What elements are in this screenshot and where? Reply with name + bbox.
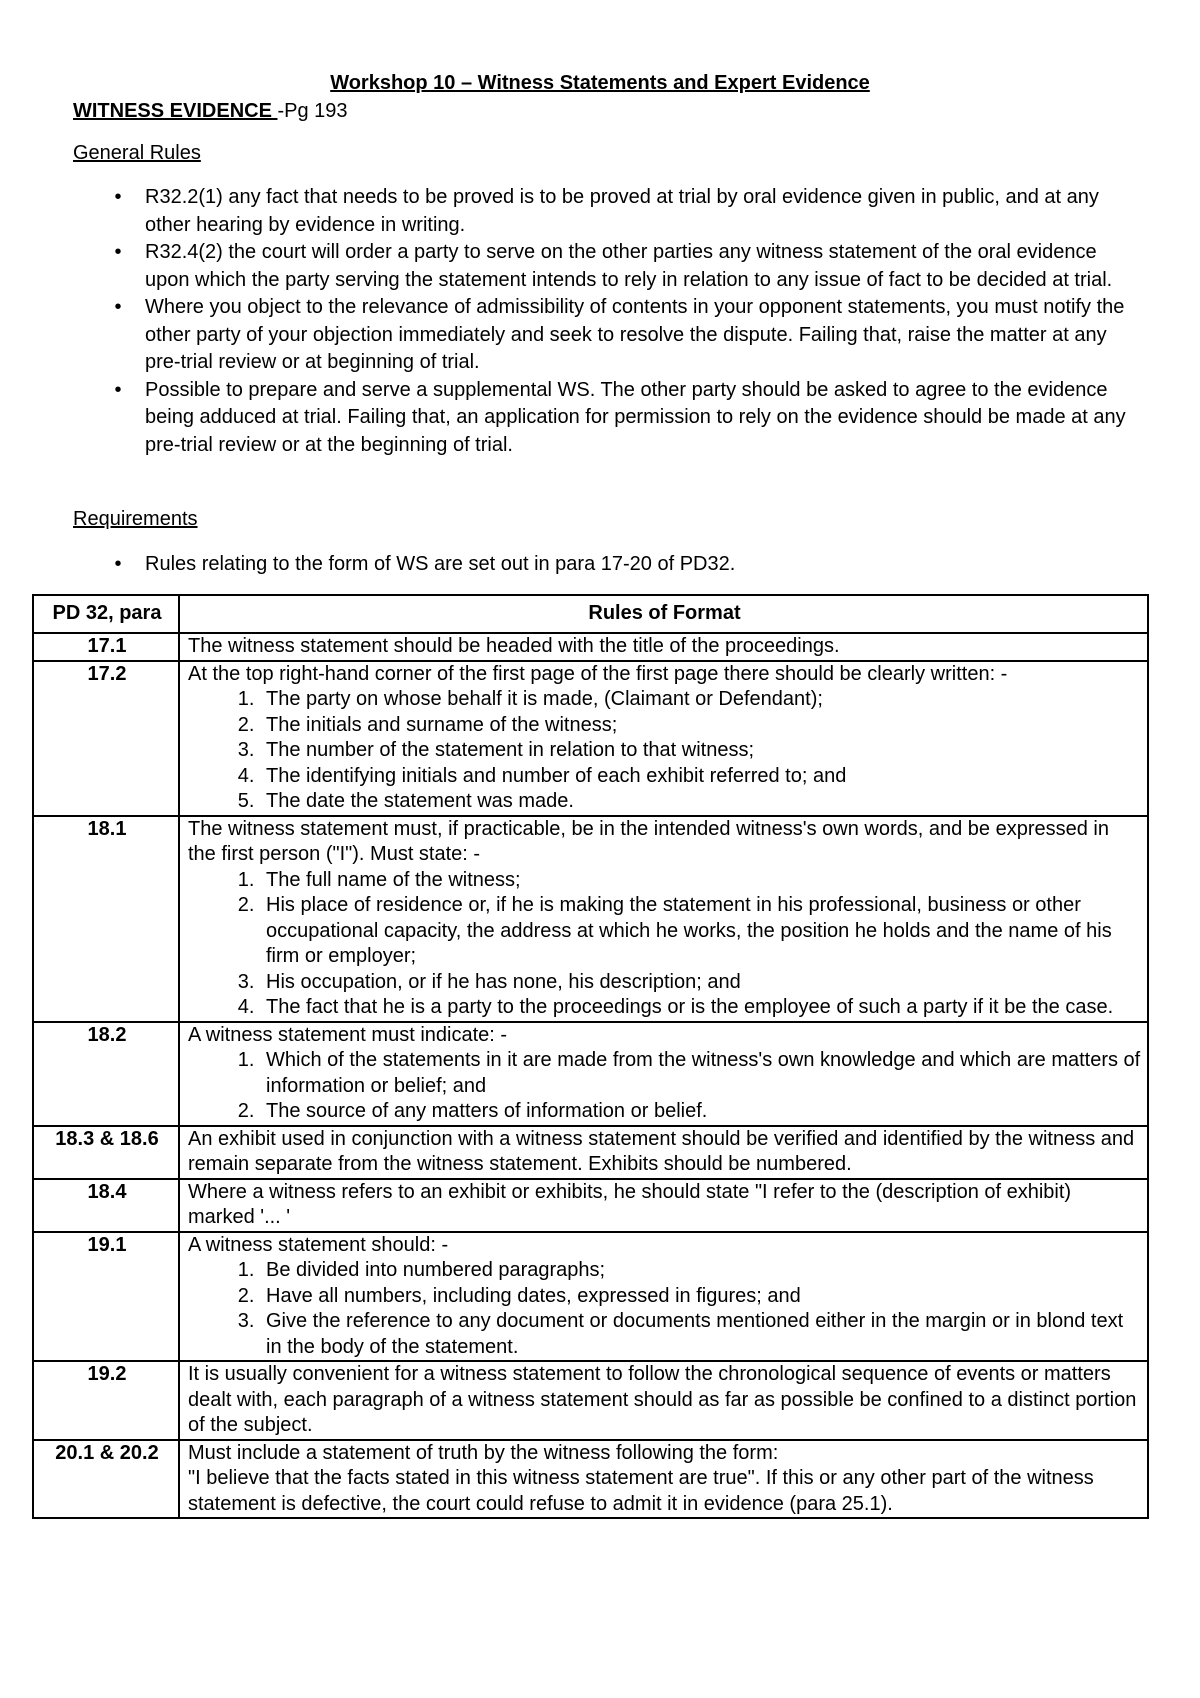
section-heading xyxy=(73,98,348,126)
bullet-item xyxy=(73,377,1138,460)
bullet-text: R32.4(2) the court will order a party to serve on the other parties any witness statement of the oral evidence upon which the party serving the statement intends to rely in relation to any issue of fact to be decided at trial. xyxy=(145,241,1113,291)
rule-list xyxy=(188,868,1141,1021)
bullet-text: Rules relating to the form of WS are set out in para 17-20 of PD32. xyxy=(145,553,736,575)
para-cell: 18.2 xyxy=(33,1022,179,1126)
table-row xyxy=(33,661,1148,816)
document-title: Workshop 10 – Witness Statements and Expert Evidence xyxy=(330,72,870,94)
rule-cell xyxy=(179,1126,1148,1179)
rule-cell xyxy=(179,1022,1148,1126)
bullet-icon: • xyxy=(114,553,122,575)
list-item: 2. The source of any matters of information or belief. xyxy=(260,1099,1141,1125)
list-item: 2. The initials and surname of the witness; xyxy=(260,713,1141,739)
bullet-text: Where you object to the relevance of admissibility of contents in your opponent statements, you must notify the other party of your objection immediately and seek to resolve the dispute. Failing that, raise the matter at any pre-trial review or at beginning of trial. xyxy=(145,296,1125,373)
rule-text-continued: "I believe that the facts stated in this witness statement are true". If this or any other part of the witness statement is defective, the court could refuse to admit it in evidence (para 25.1). xyxy=(188,1467,1094,1515)
rule-text: Must include a statement of truth by the witness following the form: xyxy=(188,1441,779,1464)
rule-cell xyxy=(179,1440,1148,1519)
table-row xyxy=(33,1232,1148,1362)
list-item: 1. The full name of the witness; xyxy=(260,868,1141,894)
rule-cell xyxy=(179,1361,1148,1440)
rule-list xyxy=(188,1258,1141,1360)
para-cell: 18.3 & 18.6 xyxy=(33,1126,179,1179)
para-cell: 17.2 xyxy=(33,661,179,816)
list-item: 1. Be divided into numbered paragraphs; xyxy=(260,1258,1141,1284)
general-rules-list xyxy=(73,184,1138,459)
rule-text: A witness statement must indicate: - xyxy=(188,1023,508,1046)
rule-text: The witness statement must, if practicable, be in the intended witness's own words, and be expressed in the first person ("I"). Must state: - xyxy=(188,817,1109,865)
bullet-item xyxy=(73,294,1138,377)
column-header-para: PD 32, para xyxy=(33,595,179,633)
list-item: 3. His occupation, or if he has none, his description; and xyxy=(260,970,1141,996)
list-item: 5. The date the statement was made. xyxy=(260,789,1141,815)
para-cell: 19.1 xyxy=(33,1232,179,1362)
bullet-icon: • xyxy=(114,186,122,208)
list-item: 3. The number of the statement in relation to that witness; xyxy=(260,738,1141,764)
list-item: 1. The party on whose behalf it is made, (Claimant or Defendant); xyxy=(260,687,1141,713)
para-cell: 18.4 xyxy=(33,1179,179,1232)
table-header-row xyxy=(33,595,1148,633)
section-heading-label: WITNESS EVIDENCE xyxy=(73,100,278,122)
bullet-icon: • xyxy=(114,241,122,263)
table-row xyxy=(33,1022,1148,1126)
rule-text: Where a witness refers to an exhibit or exhibits, he should state "I refer to the (description of exhibit) marked '... ' xyxy=(188,1180,1072,1228)
para-cell: 18.1 xyxy=(33,816,179,1022)
rule-text: The witness statement should be headed with the title of the proceedings. xyxy=(188,635,840,657)
bullet-icon: • xyxy=(114,378,122,401)
table-row xyxy=(33,633,1148,661)
list-item: 4. The fact that he is a party to the proceedings or is the employee of such a party if it be the case. xyxy=(260,995,1141,1021)
table-row xyxy=(33,1126,1148,1179)
table-row xyxy=(33,1361,1148,1440)
rule-text: An exhibit used in conjunction with a witness statement should be verified and identified by the witness and remain separate from the witness statement. Exhibits should be numbered. xyxy=(188,1127,1135,1175)
table-row xyxy=(33,1179,1148,1232)
rules-of-format-table xyxy=(32,594,1149,1519)
bullet-item xyxy=(73,551,1138,579)
table-row xyxy=(33,816,1148,1022)
rule-cell xyxy=(179,816,1148,1022)
requirements-list xyxy=(73,551,1138,579)
rule-cell xyxy=(179,661,1148,816)
para-cell: 17.1 xyxy=(33,633,179,661)
list-item: 4. The identifying initials and number of each exhibit referred to; and xyxy=(260,764,1141,790)
rule-text: A witness statement should: - xyxy=(188,1233,449,1256)
list-item: 1. Which of the statements in it are made from the witness's own knowledge and which are matters of information or belief; and xyxy=(260,1048,1141,1099)
para-cell: 20.1 & 20.2 xyxy=(33,1440,179,1519)
rule-list xyxy=(188,1048,1141,1125)
requirements-heading: Requirements xyxy=(73,508,198,530)
list-item: 3. Give the reference to any document or documents mentioned either in the margin or in blond text in the body of the statement. xyxy=(260,1309,1141,1360)
rule-list xyxy=(188,687,1141,815)
table-row xyxy=(33,1440,1148,1519)
bullet-icon: • xyxy=(114,296,122,318)
rule-text: At the top right-hand corner of the first page of the first page there should be clearly written: - xyxy=(188,662,1008,685)
rule-cell xyxy=(179,633,1148,661)
list-item: 2. Have all numbers, including dates, expressed in figures; and xyxy=(260,1284,1141,1310)
bullet-text: R32.2(1) any fact that needs to be proved is to be proved at trial by oral evidence given in public, and at any other hearing by evidence in writing. xyxy=(145,186,1099,236)
general-rules-heading: General Rules xyxy=(73,142,201,164)
bullet-item xyxy=(73,184,1138,239)
list-item: 2. His place of residence or, if he is making the statement in his professional, business or other occupational capacity, the address at which he works, the position he holds and the name of his firm or employer; xyxy=(260,893,1141,970)
column-header-rules: Rules of Format xyxy=(179,595,1148,633)
bullet-item xyxy=(73,239,1138,294)
section-page-ref: -Pg 193 xyxy=(277,100,348,122)
rule-cell xyxy=(179,1179,1148,1232)
rule-text: It is usually convenient for a witness statement to follow the chronological sequence of events or matters dealt with, each paragraph of a witness statement should as far as possible be confined to a distinct portion of the subject. xyxy=(188,1363,1137,1436)
bullet-text: Possible to prepare and serve a supplemental WS. The other party should be asked to agree to the evidence being adduced at trial. Failing that, an application for permission to rely on the evidence should be made at any pre-trial review or at the beginning of trial. xyxy=(145,378,1126,456)
rule-cell xyxy=(179,1232,1148,1362)
para-cell: 19.2 xyxy=(33,1361,179,1440)
